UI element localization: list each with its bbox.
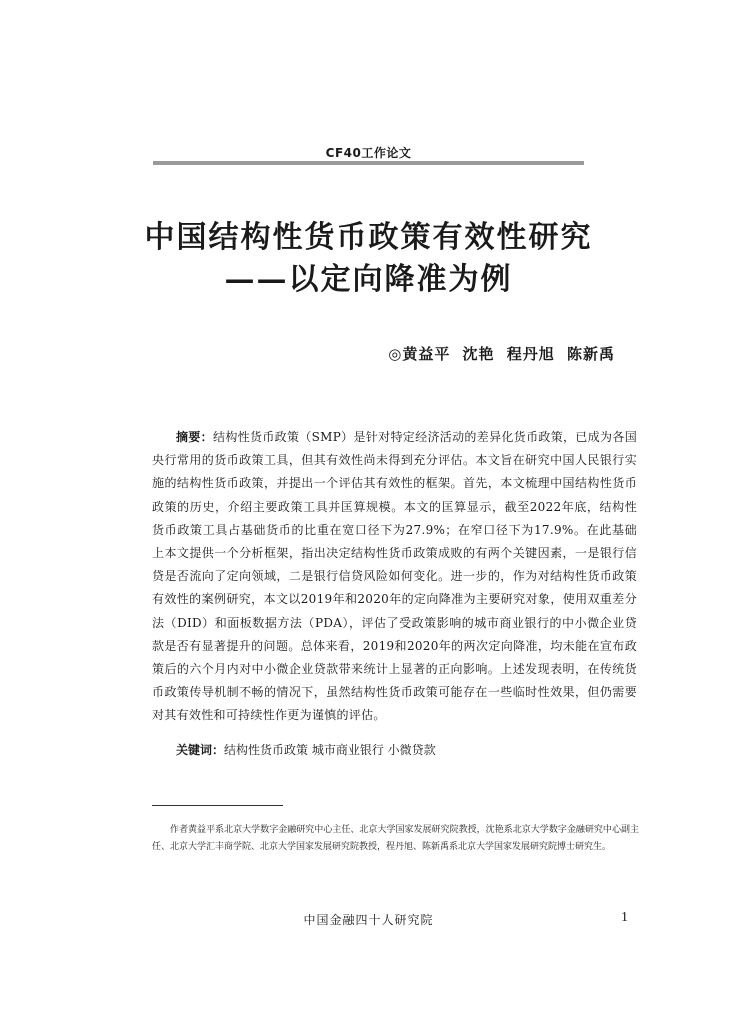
keywords [152, 740, 637, 760]
paper-subtitle: ——以定向降准为例 [224, 262, 513, 297]
abstract-text: 结构性货币政策（SMP）是针对特定经济活动的差异化货币政策，已成为各国央行常用的货币政策工具，但其有效性尚未得到充分评估。本文旨在研究中国人民银行实施的结构性货币政策，并提出一个评估其有效性的框架。首先，本文梳理中国结构性货币政策的历史，介绍主要政策工具并匡算规模。本文的匡算显示，截至2022年底，结构性货币政策工具占基础货币的比重在宽口径下为27.9%；在窄口径下为17.9%。在此基础上本文提供一个分析框架，指出决定结构性货币政策成败的有两个关键因素，一是银行信贷是否流向了定向领域，二是银行信贷风险如何变化。进一步的，作为对结构性货币政策有效性的案例研究，本文以2019年和2020年的定向降准为主要研究对象，使用双重差分法（DID）和面板数据方法（PDA），评估了受政策影响的城市商业银行的中小微企业贷款是否有显著提升的问题。总体来看，2019和2020年的两次定向降准，均未能在宣布政策后的六个月内对中小微企业贷款带来统计上显著的正向影响。上述发现表明，在传统货币政策传导机制不畅的情况下，虽然结构性货币政策可能存在一些临时性效果，但仍需要对其有效性和可持续性作更为谨慎的评估。 [152, 430, 637, 723]
series-label: CF40工作论文 [325, 146, 412, 160]
header-divider [153, 161, 584, 165]
abstract-label: 摘要： [176, 430, 213, 444]
keywords-text: 结构性货币政策 城市商业银行 小微贷款 [224, 743, 436, 757]
page-number: 1 [621, 910, 628, 925]
keywords-label: 关键词： [176, 743, 225, 757]
author-footnote: 作者黄益平系北京大学数字金融研究中心主任、北京大学国家发展研究院教授，沈艳系北京大学数字金融研究中心副主任、北京大学汇丰商学院、北京大学国家发展研究院教授，程丹旭、陈新禹系北京大学国家发展研究院博士研究生。 [152, 825, 639, 852]
abstract [152, 426, 637, 728]
footer-organization: 中国金融四十人研究院 [303, 913, 434, 927]
author-list: ◎黄益平 沈艳 程丹旭 陈新禹 [388, 345, 615, 363]
paper-title: 中国结构性货币政策有效性研究 [144, 220, 593, 255]
footnote-divider [152, 805, 283, 806]
